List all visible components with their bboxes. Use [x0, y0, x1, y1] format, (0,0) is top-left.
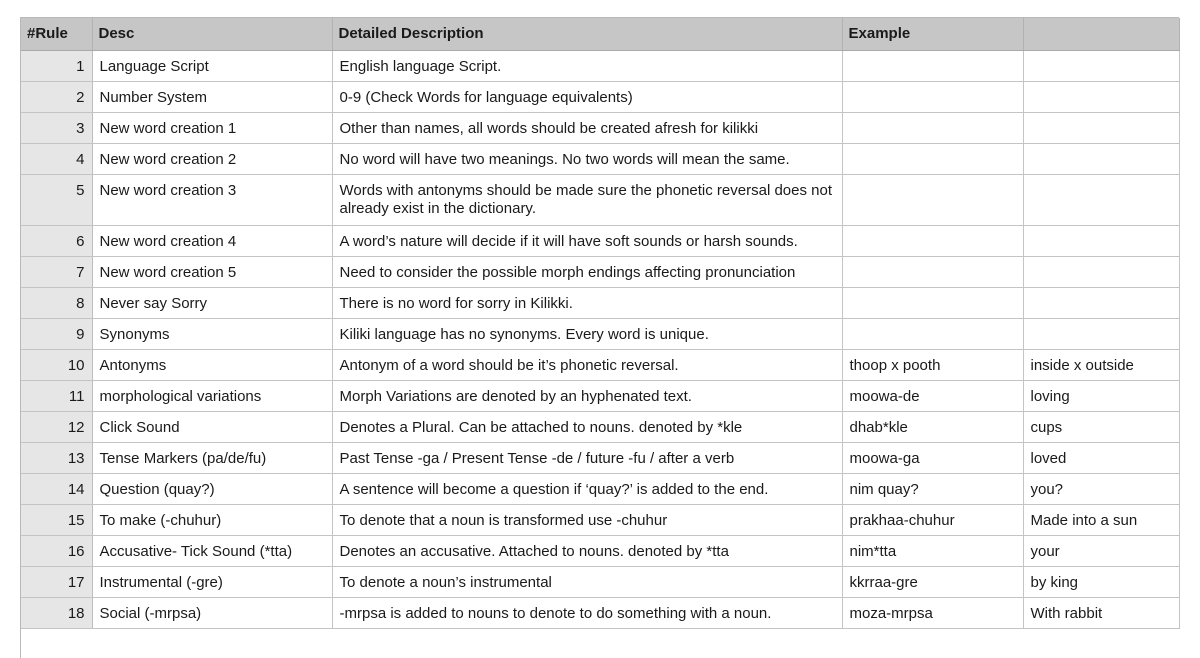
rule-number-cell[interactable]: 18 [21, 598, 92, 629]
header-row [21, 18, 1179, 51]
rule-number-cell[interactable]: 4 [21, 144, 92, 175]
table-row [21, 505, 1179, 536]
rule-number-cell[interactable]: 8 [21, 288, 92, 319]
detailed-description-cell[interactable]: No word will have two meanings. No two words will mean the same. [332, 144, 842, 175]
table-row [21, 536, 1179, 567]
meaning-cell[interactable] [1023, 175, 1179, 226]
meaning-cell[interactable] [1023, 319, 1179, 350]
detailed-description-cell[interactable]: 0-9 (Check Words for language equivalents) [332, 82, 842, 113]
table-row [21, 257, 1179, 288]
rule-number-cell[interactable]: 5 [21, 175, 92, 226]
desc-cell[interactable]: Tense Markers (pa/de/fu) [92, 443, 332, 474]
table-row [21, 288, 1179, 319]
table-row [21, 51, 1179, 82]
rule-number-cell[interactable]: 1 [21, 51, 92, 82]
desc-cell[interactable]: Instrumental (-gre) [92, 567, 332, 598]
example-cell[interactable] [842, 288, 1023, 319]
header-detailed-description[interactable]: Detailed Description [332, 18, 842, 51]
meaning-cell[interactable]: you? [1023, 474, 1179, 505]
table-row [21, 412, 1179, 443]
desc-cell[interactable]: New word creation 2 [92, 144, 332, 175]
meaning-cell[interactable]: With rabbit [1023, 598, 1179, 629]
table-row [21, 319, 1179, 350]
rule-number-cell[interactable]: 12 [21, 412, 92, 443]
rule-number-cell[interactable]: 16 [21, 536, 92, 567]
table-row [21, 567, 1179, 598]
meaning-cell[interactable] [1023, 288, 1179, 319]
example-cell[interactable] [842, 51, 1023, 82]
meaning-cell[interactable] [1023, 82, 1179, 113]
table-row [21, 443, 1179, 474]
desc-cell[interactable]: Number System [92, 82, 332, 113]
meaning-cell[interactable]: inside x outside [1023, 350, 1179, 381]
detailed-description-cell[interactable]: Words with antonyms should be made sure the phonetic reversal does not already exist in the dictionary. [332, 175, 842, 226]
meaning-cell[interactable]: Made into a sun [1023, 505, 1179, 536]
spreadsheet [20, 17, 1179, 658]
example-cell[interactable]: kkrraa-gre [842, 567, 1023, 598]
detailed-description-cell[interactable]: A word’s nature will decide if it will have soft sounds or harsh sounds. [332, 226, 842, 257]
meaning-cell[interactable] [1023, 113, 1179, 144]
detailed-description-cell[interactable]: To denote a noun’s instrumental [332, 567, 842, 598]
example-cell[interactable]: nim*tta [842, 536, 1023, 567]
desc-cell[interactable]: Click Sound [92, 412, 332, 443]
example-cell[interactable] [842, 226, 1023, 257]
example-cell[interactable]: moza-mrpsa [842, 598, 1023, 629]
detailed-description-cell[interactable]: Kiliki language has no synonyms. Every word is unique. [332, 319, 842, 350]
rule-number-cell[interactable]: 14 [21, 474, 92, 505]
rule-number-cell[interactable]: 3 [21, 113, 92, 144]
desc-cell[interactable]: Antonyms [92, 350, 332, 381]
desc-cell[interactable]: morphological variations [92, 381, 332, 412]
rule-number-cell[interactable]: 6 [21, 226, 92, 257]
desc-cell[interactable]: Never say Sorry [92, 288, 332, 319]
detailed-description-cell[interactable]: Antonym of a word should be it’s phonetic reversal. [332, 350, 842, 381]
table-row [21, 226, 1179, 257]
table-row [21, 381, 1179, 412]
table-row [21, 598, 1179, 629]
header-rule[interactable]: #Rule [21, 18, 92, 51]
meaning-cell[interactable]: cups [1023, 412, 1179, 443]
rule-number-cell[interactable]: 15 [21, 505, 92, 536]
meaning-cell[interactable]: loved [1023, 443, 1179, 474]
table-body [21, 51, 1179, 629]
header-example[interactable]: Example [842, 18, 1023, 51]
desc-cell[interactable]: To make (-chuhur) [92, 505, 332, 536]
example-cell[interactable]: thoop x pooth [842, 350, 1023, 381]
desc-cell[interactable]: Social (-mrpsa) [92, 598, 332, 629]
rule-number-cell[interactable]: 10 [21, 350, 92, 381]
table-row [21, 350, 1179, 381]
example-cell[interactable]: moowa-ga [842, 443, 1023, 474]
desc-cell[interactable]: New word creation 1 [92, 113, 332, 144]
example-cell[interactable] [842, 82, 1023, 113]
example-cell[interactable]: moowa-de [842, 381, 1023, 412]
meaning-cell[interactable] [1023, 51, 1179, 82]
rule-number-cell[interactable]: 2 [21, 82, 92, 113]
example-cell[interactable]: dhab*kle [842, 412, 1023, 443]
detailed-description-cell[interactable]: Past Tense -ga / Present Tense -de / future -fu / after a verb [332, 443, 842, 474]
meaning-cell[interactable] [1023, 226, 1179, 257]
rule-number-cell[interactable]: 17 [21, 567, 92, 598]
desc-cell[interactable]: New word creation 4 [92, 226, 332, 257]
table-row [21, 175, 1179, 226]
desc-cell[interactable]: Accusative- Tick Sound (*tta) [92, 536, 332, 567]
example-cell[interactable] [842, 144, 1023, 175]
detailed-description-cell[interactable]: Other than names, all words should be created afresh for kilikki [332, 113, 842, 144]
detailed-description-cell[interactable]: To denote that a noun is transformed use -chuhur [332, 505, 842, 536]
detailed-description-cell[interactable]: A sentence will become a question if ‘quay?’ is added to the end. [332, 474, 842, 505]
detailed-description-cell[interactable]: English language Script. [332, 51, 842, 82]
desc-cell[interactable]: Question (quay?) [92, 474, 332, 505]
desc-cell[interactable]: Synonyms [92, 319, 332, 350]
example-cell[interactable] [842, 319, 1023, 350]
example-cell[interactable]: nim quay? [842, 474, 1023, 505]
desc-cell[interactable]: Language Script [92, 51, 332, 82]
table-row [21, 82, 1179, 113]
table-row [21, 113, 1179, 144]
detailed-description-cell[interactable]: -mrpsa is added to nouns to denote to do something with a noun. [332, 598, 842, 629]
rules-table [21, 18, 1180, 629]
header-meaning[interactable] [1023, 18, 1179, 51]
meaning-cell[interactable]: your [1023, 536, 1179, 567]
table-row [21, 474, 1179, 505]
rule-number-cell[interactable]: 11 [21, 381, 92, 412]
example-cell[interactable] [842, 113, 1023, 144]
example-cell[interactable]: prakhaa-chuhur [842, 505, 1023, 536]
example-cell[interactable] [842, 175, 1023, 226]
example-cell[interactable] [842, 257, 1023, 288]
desc-cell[interactable]: New word creation 3 [92, 175, 332, 226]
detailed-description-cell[interactable]: Morph Variations are denoted by an hyphenated text. [332, 381, 842, 412]
meaning-cell[interactable]: loving [1023, 381, 1179, 412]
desc-cell[interactable]: New word creation 5 [92, 257, 332, 288]
detailed-description-cell[interactable]: There is no word for sorry in Kilikki. [332, 288, 842, 319]
detailed-description-cell[interactable]: Denotes a Plural. Can be attached to nouns. denoted by *kle [332, 412, 842, 443]
meaning-cell[interactable] [1023, 257, 1179, 288]
meaning-cell[interactable]: by king [1023, 567, 1179, 598]
meaning-cell[interactable] [1023, 144, 1179, 175]
rule-number-cell[interactable]: 9 [21, 319, 92, 350]
rule-number-cell[interactable]: 13 [21, 443, 92, 474]
rule-number-cell[interactable]: 7 [21, 257, 92, 288]
table-row [21, 144, 1179, 175]
detailed-description-cell[interactable]: Need to consider the possible morph endings affecting pronunciation [332, 257, 842, 288]
detailed-description-cell[interactable]: Denotes an accusative. Attached to nouns. denoted by *tta [332, 536, 842, 567]
header-desc[interactable]: Desc [92, 18, 332, 51]
